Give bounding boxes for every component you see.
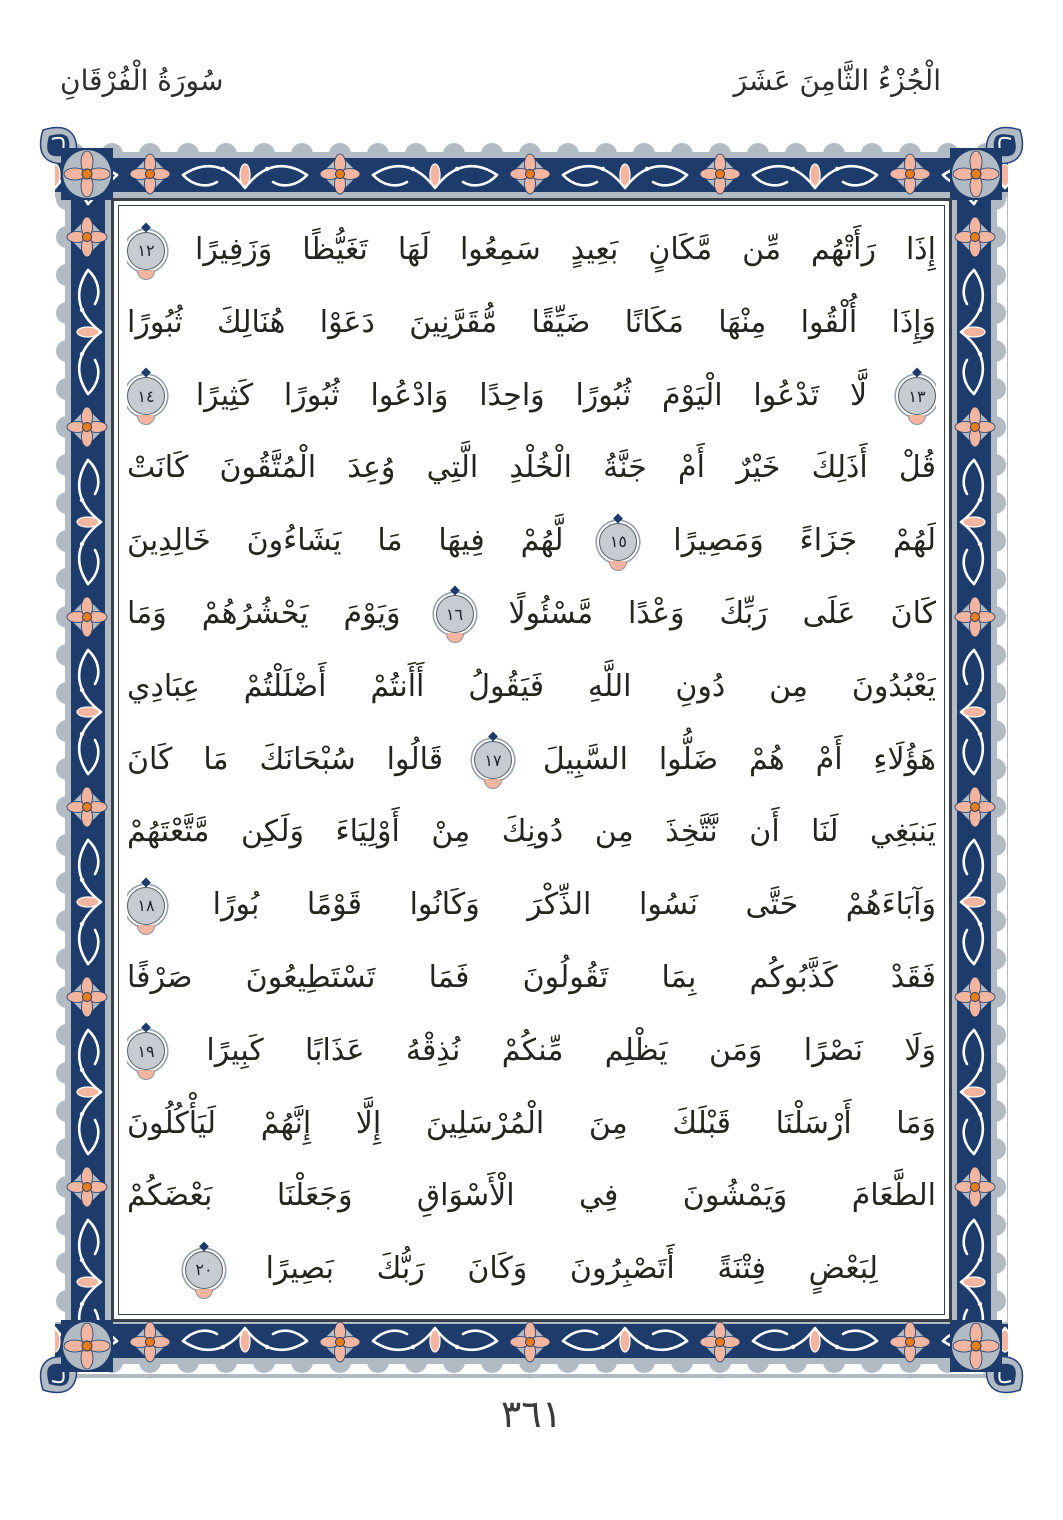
ayah-number: ١٩: [137, 1041, 155, 1061]
quran-line: [127, 724, 936, 797]
quran-line: [127, 1088, 936, 1161]
verse-text: قُلْ أَذَلِكَ خَيْرٌ أَمْ جَنَّةُ الْخُلْدِ الَّتِي وُعِدَ الْمُتَّقُونَ كَانَتْ: [127, 450, 936, 486]
quran-line: [127, 432, 936, 505]
ornamental-frame: [55, 142, 1008, 1378]
juz-title: الْجُزْءُ الثَّامِنَ عَشَرَ: [733, 64, 941, 97]
ayah-marker: [127, 232, 165, 270]
verse-text: الطَّعَامَ وَيَمْشُونَ فِي الْأَسْوَاقِ وَجَعَلْنَا بَعْضَكُمْ: [127, 1178, 936, 1214]
quran-line: [127, 796, 936, 869]
verse-text: لِبَعْضٍ فِتْنَةً أَتَصْبِرُونَ وَكَانَ رَبُّكَ بَصِيرًا: [265, 1251, 878, 1287]
ayah-number: ١٨: [137, 896, 155, 916]
ayah-marker: [898, 377, 936, 415]
ayah-marker: [127, 377, 165, 415]
quran-line: [127, 214, 936, 287]
quran-line: [127, 1233, 936, 1306]
ayah-number: ١٦: [445, 604, 464, 624]
verse-text: وَمَا أَرْسَلْنَا قَبْلَكَ مِنَ الْمُرْسَلِينَ إِلَّا إِنَّهُمْ لَيَأْكُلُونَ: [127, 1105, 936, 1141]
quran-line: [127, 505, 936, 578]
verse-text: وَلَا نَصْرًا وَمَن يَظْلِم مِّنكُمْ نُذِقْهُ عَذَابًا كَبِيرًا: [206, 1032, 936, 1068]
quran-line: [127, 360, 936, 433]
verse-text: هَؤُلَاءِ أَمْ هُمْ ضَلُّوا السَّبِيلَ: [542, 741, 936, 777]
verse-text: لَّا تَدْعُوا الْيَوْمَ ثُبُورًا وَاحِدًا وَادْعُوا ثُبُورًا كَثِيرًا: [195, 377, 868, 413]
ayah-number: ١٤: [137, 386, 155, 406]
verse-text: فَقَدْ كَذَّبُوكُم بِمَا تَقُولُونَ فَمَا تَسْتَطِيعُونَ صَرْفًا: [127, 959, 936, 995]
quran-line: [127, 1015, 936, 1088]
ayah-number: ١٣: [908, 386, 926, 406]
verse-text: قَالُوا سُبْحَانَكَ مَا كَانَ: [127, 741, 444, 777]
quran-line: [127, 578, 936, 651]
quran-text-area: [127, 214, 936, 1306]
verse-text: إِذَا رَأَتْهُم مِّن مَّكَانٍ بَعِيدٍ سَمِعُوا لَهَا تَغَيُّظًا وَزَفِيرًا: [195, 232, 936, 267]
ayah-number: ١٥: [609, 532, 628, 552]
verse-text: وَإِذَا أُلْقُوا مِنْهَا مَكَانًا ضَيِّقًا مُّقَرَّنِينَ دَعَوْا هُنَالِكَ ثُبُورًا: [127, 304, 936, 340]
verse-text: وَآبَاءَهُمْ حَتَّى نَسُوا الذِّكْرَ وَكَانُوا قَوْمًا بُورًا: [212, 887, 936, 923]
verse-text: يَعْبُدُونَ مِن دُونِ اللَّهِ فَيَقُولُ أَأَنتُمْ أَضْلَلْتُمْ عِبَادِي: [127, 668, 936, 704]
quran-line: [127, 942, 936, 1015]
ayah-number: ١٧: [484, 750, 502, 770]
quran-line: [127, 869, 936, 942]
ayah-number: ١٢: [137, 241, 155, 260]
verse-text: وَيَوْمَ يَحْشُرُهُمْ وَمَا: [127, 595, 401, 631]
ayah-marker: [436, 595, 474, 633]
ayah-marker: [474, 741, 512, 779]
verse-text: لَهُمْ جَزَاءً وَمَصِيرًا: [673, 523, 936, 559]
quran-line: [127, 651, 936, 724]
verse-text: كَانَ عَلَى رَبِّكَ وَعْدًا مَّسْئُولًا: [508, 595, 936, 631]
ayah-marker: [185, 1251, 223, 1289]
ayah-number: ٢٠: [195, 1260, 213, 1280]
verse-text: يَنبَغِي لَنَا أَن نَّتَّخِذَ مِن دُونِكَ مِنْ أَوْلِيَاءَ وَلَكِن مَّتَّعْتَهُمْ: [127, 814, 936, 850]
verse-text: لَّهُمْ فِيهَا مَا يَشَاءُونَ خَالِدِينَ: [127, 523, 564, 559]
ayah-marker: [599, 523, 637, 561]
ayah-marker: [127, 1032, 165, 1070]
ayah-marker: [127, 887, 165, 925]
quran-line: [127, 1160, 936, 1233]
surah-title: سُورَةُ الْفُرْقَانِ: [60, 64, 224, 97]
quran-line: [127, 287, 936, 360]
page-number: ٣٦١: [500, 1392, 563, 1436]
